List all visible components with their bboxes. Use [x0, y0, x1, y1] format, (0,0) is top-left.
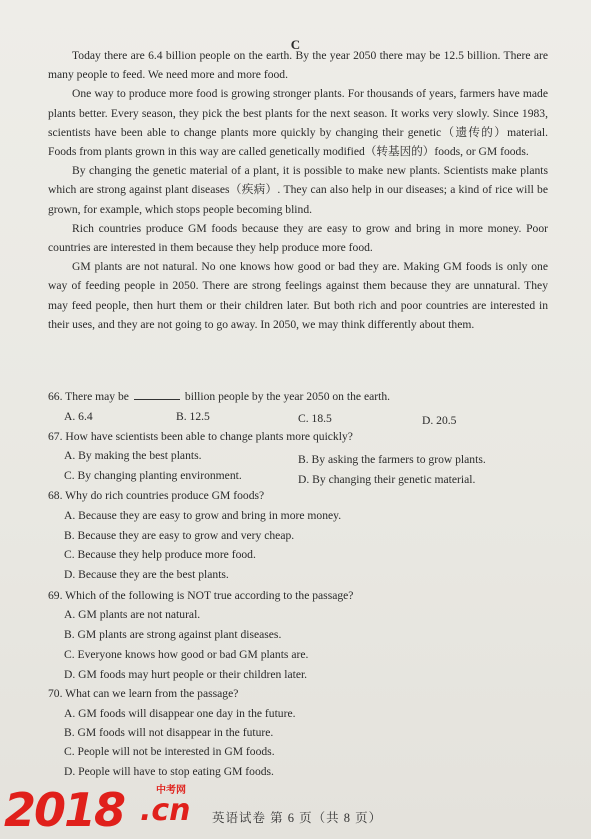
- q70-option-d: D. People will have to stop eating GM foods.: [64, 765, 274, 778]
- q66-option-b: B. 12.5: [176, 410, 210, 423]
- reading-passage: [48, 46, 548, 334]
- passage-paragraph: GM plants are not natural. No one knows how good or bad they are. Making GM foods is only one way of feeding people in 2050. There are strong feelings against them because they are unnatural. They may feed people, then hurt them or their children later. But both rich and poor countries are interested in their uses, and they are not going to go away. In 2050, we may think differently about them.: [48, 260, 548, 331]
- q67-option-c: C. By changing planting environment.: [64, 469, 242, 482]
- watermark-logo: 2018: [4, 783, 125, 837]
- q69-option-a: A. GM plants are not natural.: [64, 608, 201, 621]
- question-70: 70. What can we learn from the passage?: [48, 687, 239, 700]
- q69-option-c: C. Everyone knows how good or bad GM plants are.: [64, 648, 309, 661]
- question-68: 68. Why do rich countries produce GM foods?: [48, 489, 265, 502]
- question-66-stem-end: billion people by the year 2050 on the earth.: [184, 390, 391, 403]
- passage-paragraph: Rich countries produce GM foods because they are easy to grow and bring in more money. Poor countries are interested in them because they help produce more food.: [48, 221, 548, 255]
- q70-option-a: A. GM foods will disappear one day in the future.: [64, 707, 296, 720]
- q68-option-d: D. Because they are the best plants.: [64, 568, 229, 581]
- q70-option-b: B. GM foods will not disappear in the future.: [64, 726, 274, 739]
- page-number: 英语试卷 第 6 页（共 8 页）: [212, 811, 383, 825]
- q67-option-b: B. By asking the farmers to grow plants.: [298, 453, 486, 466]
- passage-paragraph: By changing the genetic material of a plant, it is possible to make new plants. Scientists make plants which are strong against plant diseases（疾病）. They can also help in our diseases; a kind of rice will be grown, for example, which stops people becoming blind.: [48, 164, 548, 216]
- q69-option-b: B. GM plants are strong against plant diseases.: [64, 628, 282, 641]
- passage-paragraph: Today there are 6.4 billion people on the earth. By the year 2050 there may be 12.5 billion. There are many people to feed. We need more and more food.: [48, 49, 548, 82]
- q68-option-c: C. Because they help produce more food.: [64, 548, 256, 561]
- page-footer: [0, 779, 591, 839]
- question-67: 67. How have scientists been able to change plants more quickly?: [48, 430, 353, 443]
- q70-option-c: C. People will not be interested in GM foods.: [64, 745, 275, 758]
- answer-blank: [134, 399, 180, 400]
- q66-option-d: D. 20.5: [422, 414, 457, 427]
- passage-paragraph: One way to produce more food is growing stronger plants. For thousands of years, farmers have made plants better. Every season, they pick the best plants for the next season. It works very slowly. Since 1983, scientists have been able to change plants more quickly by changing their genetic（遗传的）material. Foods from plants grown in this way are called genetically modified（转基因的）foods, or GM foods.: [48, 87, 548, 159]
- q68-option-a: A. Because they are easy to grow and bring in more money.: [64, 509, 342, 522]
- q66-option-c: C. 18.5: [298, 412, 332, 425]
- q69-option-d: D. GM foods may hurt people or their children later.: [64, 668, 308, 681]
- q68-option-b: B. Because they are easy to grow and very cheap.: [64, 529, 295, 542]
- watermark-domain: .cn: [140, 793, 191, 828]
- q67-option-a: A. By making the best plants.: [64, 449, 202, 462]
- watermark-site-name: 中考网: [156, 785, 186, 796]
- question-66: [48, 387, 548, 406]
- section-letter: C: [290, 37, 301, 52]
- q67-option-d: D. By changing their genetic material.: [298, 473, 476, 486]
- question-66-stem-start: 66. There may be: [48, 390, 129, 403]
- q66-option-a: A. 6.4: [64, 410, 93, 423]
- question-69: 69. Which of the following is NOT true according to the passage?: [48, 589, 354, 602]
